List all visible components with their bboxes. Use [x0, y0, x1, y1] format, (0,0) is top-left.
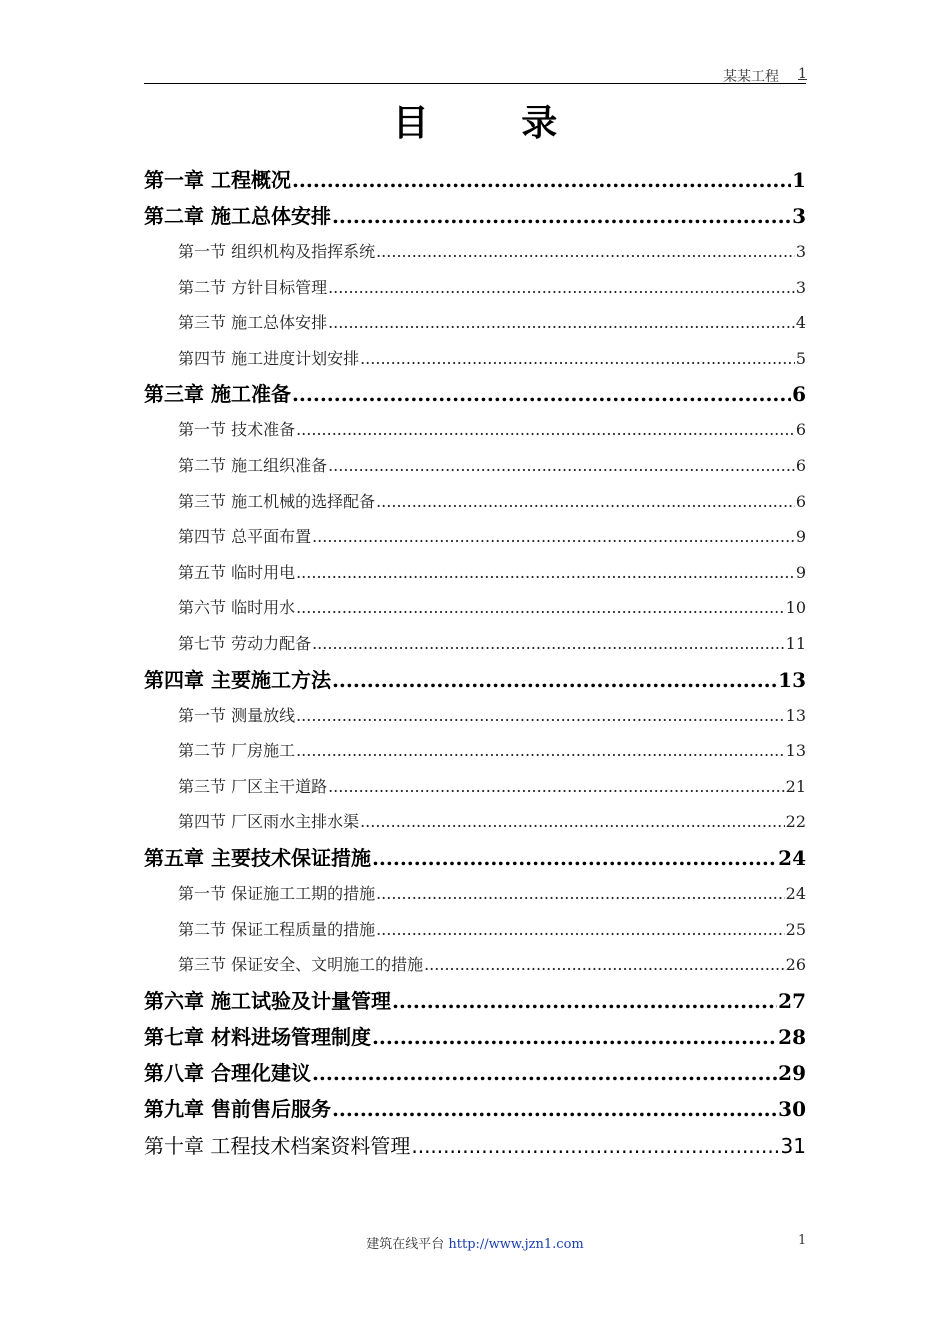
toc-entry-label: 第八章 合理化建议 — [144, 1060, 311, 1085]
toc-entry-page-number: 9 — [795, 562, 806, 582]
toc-section-entry[interactable] — [144, 555, 806, 591]
toc-dot-leader — [424, 947, 785, 983]
toc-dot-leader — [328, 270, 795, 306]
toc-section-entry[interactable] — [144, 698, 806, 734]
toc-entry-label: 第一节 保证施工工期的措施 — [178, 883, 376, 903]
toc-entry-label: 第二节 方针目标管理 — [178, 277, 328, 297]
toc-entry-label: 第二节 厂房施工 — [178, 741, 296, 761]
toc-section-entry[interactable] — [144, 769, 806, 805]
toc-section-entry[interactable] — [144, 733, 806, 769]
toc-dot-leader — [296, 590, 785, 626]
toc-chapter-entry[interactable] — [144, 662, 806, 698]
toc-entry-page-number: 9 — [795, 527, 806, 547]
toc-entry-page-number: 10 — [785, 598, 806, 618]
toc-dot-leader — [292, 162, 791, 198]
toc-section-entry[interactable] — [144, 519, 806, 555]
toc-chapter-entry[interactable] — [144, 840, 806, 876]
footer-page-number: 1 — [798, 1233, 807, 1248]
footer-url-link[interactable]: http://www.jzn1.com — [448, 1237, 584, 1252]
toc-chapter-entry[interactable] — [144, 1127, 806, 1165]
footer-site-name: 建筑在线平台 — [366, 1237, 445, 1252]
toc-entry-page-number: 25 — [785, 919, 806, 939]
toc-entry-page-number: 13 — [778, 667, 806, 692]
toc-section-entry[interactable] — [144, 590, 806, 626]
toc-dot-leader — [360, 804, 785, 840]
toc-dot-leader — [328, 448, 795, 484]
toc-section-entry[interactable] — [144, 234, 806, 270]
toc-entry-label: 第五章 主要技术保证措施 — [144, 845, 371, 870]
toc-entry-page-number: 29 — [778, 1060, 806, 1085]
toc-entry-label: 第一章 工程概况 — [144, 168, 291, 192]
toc-entry-page-number: 24 — [785, 883, 806, 903]
toc-dot-leader — [332, 198, 791, 234]
toc-entry-label: 第二章 施工总体安排 — [144, 204, 331, 228]
toc-dot-leader — [312, 1055, 777, 1091]
toc-entry-page-number: 3 — [795, 242, 806, 261]
toc-dot-leader — [372, 1019, 777, 1055]
toc-entry-label: 第四节 厂区雨水主排水渠 — [178, 812, 360, 832]
toc-dot-leader — [296, 698, 785, 734]
toc-dot-leader — [376, 912, 785, 948]
toc-chapter-entry[interactable] — [144, 198, 806, 234]
toc-entry-label: 第十章 工程技术档案资料管理 — [144, 1133, 411, 1158]
toc-entry-label: 第四章 主要施工方法 — [144, 667, 331, 692]
toc-dot-leader — [312, 626, 785, 662]
toc-entry-page-number: 13 — [785, 705, 806, 725]
toc-section-entry[interactable] — [144, 305, 806, 341]
header-rule — [144, 83, 806, 84]
toc-entry-page-number: 11 — [785, 633, 806, 653]
toc-entry-page-number: 5 — [795, 348, 806, 368]
toc-entry-label: 第三节 施工总体安排 — [178, 313, 328, 333]
toc-dot-leader — [292, 376, 791, 412]
toc-entry-label: 第一节 技术准备 — [178, 420, 296, 440]
toc-dot-leader — [372, 840, 777, 876]
toc-section-entry[interactable] — [144, 412, 806, 448]
toc-entry-label: 第六章 施工试验及计量管理 — [144, 988, 391, 1013]
table-of-contents — [144, 162, 806, 1165]
page-title: 目 录 — [392, 103, 598, 144]
toc-dot-leader — [328, 305, 795, 341]
toc-chapter-entry[interactable] — [144, 376, 806, 412]
toc-entry-page-number: 3 — [792, 204, 806, 228]
toc-entry-page-number: 27 — [778, 988, 806, 1013]
toc-entry-page-number: 3 — [795, 277, 806, 297]
toc-section-entry[interactable] — [144, 626, 806, 662]
toc-entry-page-number: 31 — [780, 1133, 806, 1158]
toc-dot-leader — [360, 341, 795, 377]
toc-dot-leader — [376, 234, 795, 270]
toc-chapter-entry[interactable] — [144, 1019, 806, 1055]
toc-entry-label: 第三节 厂区主干道路 — [178, 776, 328, 796]
toc-entry-page-number: 13 — [785, 741, 806, 761]
toc-section-entry[interactable] — [144, 804, 806, 840]
toc-section-entry[interactable] — [144, 912, 806, 948]
toc-entry-label: 第六节 临时用水 — [178, 598, 296, 618]
toc-dot-leader — [392, 983, 777, 1019]
toc-dot-leader — [411, 1127, 779, 1165]
toc-dot-leader — [332, 662, 777, 698]
toc-entry-label: 第三节 施工机械的选择配备 — [178, 491, 376, 511]
toc-entry-label: 第五节 临时用电 — [178, 562, 296, 582]
toc-dot-leader — [296, 555, 795, 591]
toc-chapter-entry[interactable] — [144, 983, 806, 1019]
toc-entry-page-number: 6 — [792, 382, 806, 407]
toc-chapter-entry[interactable] — [144, 1091, 806, 1127]
toc-section-entry[interactable] — [144, 876, 806, 912]
toc-section-entry[interactable] — [144, 947, 806, 983]
toc-entry-page-number: 4 — [795, 313, 806, 333]
toc-entry-label: 第一节 组织机构及指挥系统 — [178, 242, 376, 261]
toc-entry-page-number: 26 — [785, 955, 806, 975]
toc-dot-leader — [296, 412, 795, 448]
toc-entry-label: 第七节 劳动力配备 — [178, 633, 312, 653]
toc-entry-label: 第一节 测量放线 — [178, 705, 296, 725]
toc-entry-page-number: 6 — [795, 491, 806, 511]
toc-entry-page-number: 24 — [778, 845, 806, 870]
toc-entry-page-number: 6 — [795, 420, 806, 440]
toc-entry-page-number: 6 — [795, 455, 806, 475]
toc-entry-page-number: 22 — [785, 812, 806, 832]
toc-section-entry[interactable] — [144, 484, 806, 520]
toc-section-entry[interactable] — [144, 270, 806, 306]
toc-entry-page-number: 30 — [778, 1096, 806, 1121]
toc-section-entry[interactable] — [144, 341, 806, 377]
toc-dot-leader — [328, 769, 785, 805]
toc-dot-leader — [312, 519, 795, 555]
toc-dot-leader — [332, 1091, 777, 1127]
toc-dot-leader — [376, 876, 785, 912]
toc-entry-label: 第二节 保证工程质量的措施 — [178, 919, 376, 939]
toc-entry-page-number: 21 — [785, 776, 806, 796]
toc-entry-label: 第三章 施工准备 — [144, 382, 291, 407]
toc-entry-label: 第三节 保证安全、文明施工的措施 — [178, 955, 424, 975]
header-page-number: 1 — [798, 66, 807, 82]
toc-entry-label: 第二节 施工组织准备 — [178, 455, 328, 475]
toc-entry-label: 第四节 总平面布置 — [178, 527, 312, 547]
toc-entry-page-number: 28 — [778, 1024, 806, 1049]
toc-entry-label: 第九章 售前售后服务 — [144, 1096, 331, 1121]
toc-chapter-entry[interactable] — [144, 162, 806, 198]
toc-entry-page-number: 1 — [792, 168, 806, 192]
toc-dot-leader — [376, 484, 795, 520]
toc-entry-label: 第四节 施工进度计划安排 — [178, 348, 360, 368]
toc-section-entry[interactable] — [144, 448, 806, 484]
header-project-name: 某某工程 — [723, 69, 779, 85]
toc-chapter-entry[interactable] — [144, 1055, 806, 1091]
toc-entry-label: 第七章 材料进场管理制度 — [144, 1024, 371, 1049]
footer — [0, 1233, 950, 1252]
toc-dot-leader — [296, 733, 785, 769]
